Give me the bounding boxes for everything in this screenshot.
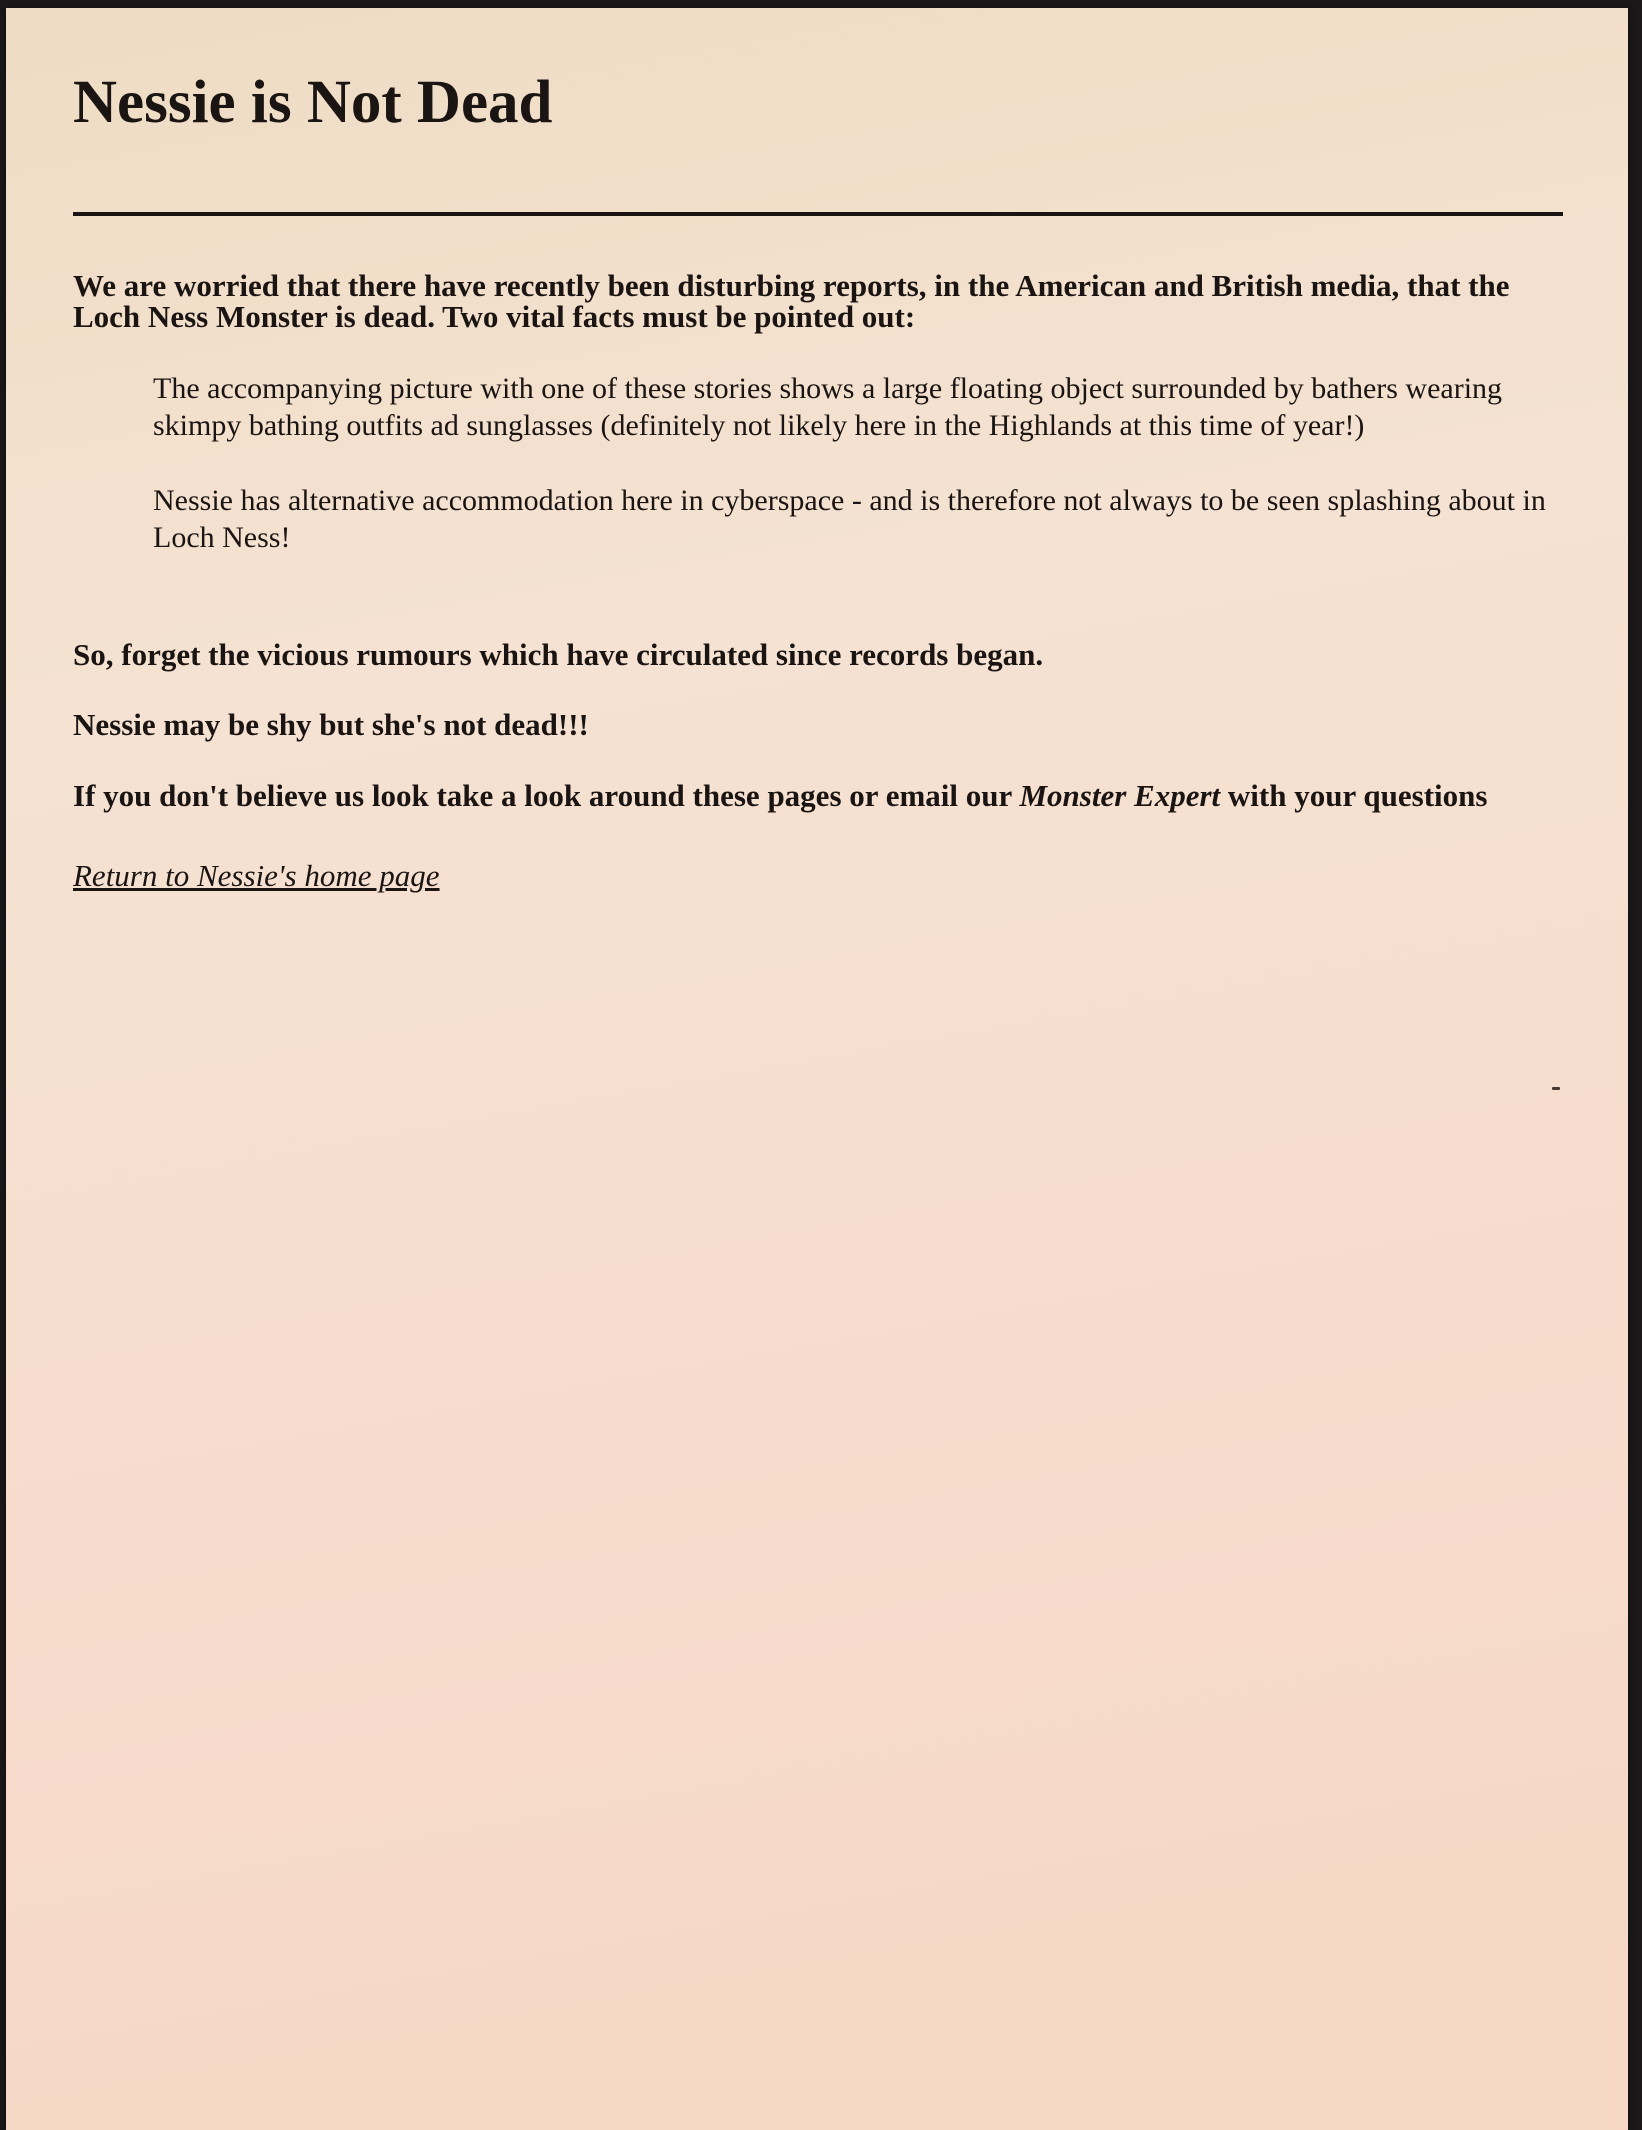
- intro-paragraph: We are worried that there have recently been disturbing reports, in the American and British media, that the Loch Ness Monster is dead. Two vital facts must be pointed out:: [73, 268, 1510, 334]
- rumours-paragraph: So, forget the vicious rumours which have circulated since records began.: [73, 637, 1044, 672]
- fact-item: Nessie has alternative accommodation here in cyberspace - and is therefore not always to be seen splashing about in Loch Ness!: [153, 484, 1546, 554]
- monster-expert-link[interactable]: Monster Expert: [1019, 778, 1221, 813]
- believe-suffix: with your questions: [1220, 778, 1488, 813]
- paper-sheet: [6, 8, 1628, 2130]
- paper-speck: [1552, 1087, 1560, 1090]
- return-home-link[interactable]: Return to Nessie's home page: [73, 858, 440, 893]
- facts-list: [153, 370, 1573, 594]
- fact-item: The accompanying picture with one of these stories shows a large floating object surrounded by bathers wearing skimpy bathing outfits ad sunglasses (definitely not likely here in the Highlands at this time of year!): [153, 372, 1503, 442]
- page-title: Nessie is Not Dead: [73, 69, 553, 136]
- shy-paragraph: Nessie may be shy but she's not dead!!!: [73, 707, 589, 742]
- believe-paragraph: [73, 779, 1487, 813]
- horizontal-rule: [73, 212, 1563, 216]
- believe-prefix: If you don't believe us look take a look around these pages or email our: [73, 778, 1020, 813]
